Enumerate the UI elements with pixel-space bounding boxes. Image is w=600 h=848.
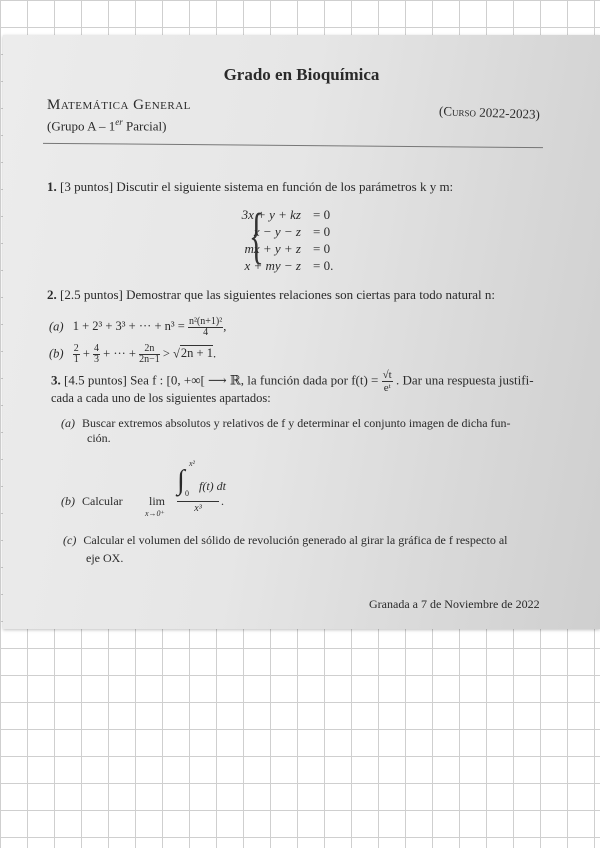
fraction-numerator: 2 [73,343,79,354]
q2-text: [2.5 puntos] Demostrar que las siguientes relaciones son ciertas para todo natural n: [60,287,496,302]
integrand: f(t) dt [199,479,226,493]
exam-title: Grado en Bioquímica [223,65,380,84]
q2-number: 2. [47,287,57,302]
equation-lhs: 3x + y + kz [241,207,301,222]
q3-a-text1: Buscar extremos absolutos y relativos de f y determinar el conjunto imagen de dicha fun- [82,416,511,430]
q3-b-text: Calcular [82,494,123,508]
q3-c-text1: Calcular el volumen del sólido de revolución generado al girar la gráfica de f respecto al [83,533,508,547]
q3-b-label: (b) [61,494,75,508]
group-post: Parcial) [122,118,167,134]
equation-rhs: = 0 [313,241,331,256]
q3-text-a: [4.5 puntos] Sea f : [0, +∞[ ⟶ ℝ, la función dada por f(t) = [64,372,379,388]
q3-ft-fraction [382,369,393,394]
q3-a-text2: ción. [87,431,111,445]
equation-rhs: = 0 [313,207,331,222]
fraction-numerator: √t [382,369,392,381]
q2-b-mid: + ··· + [103,346,136,361]
q3-part-a [61,416,511,431]
equation-lhs: x + my − z [244,258,301,273]
fraction-numerator: 4 [94,343,100,354]
place-date: Granada a 7 de Noviembre de 2022 [369,597,540,611]
q2-part-a [49,317,226,338]
q3-c-label: (c) [63,533,77,547]
q2-b-end: . [212,346,217,361]
q2-a-fraction [188,317,223,338]
exam-sheet [3,35,600,629]
equation-rhs: = 0 [313,224,331,239]
q2-b-plus: + [82,346,90,361]
group-sup: er [115,117,123,127]
course-name: Matemática General [47,97,191,113]
fraction-denominator: 3 [94,354,100,365]
system-brace: { [249,202,264,270]
q2-b-fraction-1 [73,344,80,365]
q3-text-b: . Dar una respuesta justifi- [395,372,534,388]
academic-year: (Curso 2022-2023) [438,103,541,122]
fraction-denominator: eᵗ [383,382,391,394]
equation-lhs: mx + y + z [244,241,301,256]
integral-sign: ∫ [177,465,185,496]
q2-a-label: (a) [49,319,64,334]
q1-text: [3 puntos] Discutir el siguiente sistema en función de los parámetros k y m: [60,179,454,194]
q3-c-text2: eje OX. [86,551,124,565]
equation-rhs: = 0. [313,258,334,273]
q2-statement [47,287,495,303]
q3-b-lim-sub: x→0⁺ [145,509,165,518]
q3-b-numerator [177,459,226,502]
q2-a-expr: 1 + 2³ + 3³ + ··· + n³ = [72,319,185,334]
q1-statement [47,179,453,195]
q3-number: 3. [51,372,61,388]
q3-b-denominator: x³ [194,503,202,514]
q3-part-c [63,533,507,548]
q1-number: 1. [47,179,57,194]
group-pre: (Grupo A – 1 [47,118,116,134]
q3-a-label: (a) [61,416,75,430]
equation-lhs: x − y − z [253,224,301,239]
group-info [47,117,166,134]
q2-b-gt-sqrt: > √ [162,346,180,361]
fraction-denominator: 1 [73,354,79,365]
q3-b-lim: lim [149,494,166,508]
integral-upper-limit: x² [189,459,195,468]
fraction-denominator: 4 [203,327,209,338]
q2-part-b [49,344,216,365]
fraction-numerator: 2n [139,344,160,355]
fraction-numerator: n²(n+1)² [188,316,223,327]
fraction-denominator: 2n−1 [139,354,160,365]
integral-lower-limit: 0 [185,489,189,498]
q2-b-label: (b) [49,346,64,361]
q2-b-fraction-3 [139,344,160,365]
header-divider [43,143,543,148]
q3-text-c: cada a cada uno de los siguientes apartados: [51,391,271,405]
q2-b-radicand: 2n + 1 [180,346,213,361]
q2-b-fraction-2 [93,344,100,365]
q2-a-end: , [223,319,227,334]
q3-b-end: . [221,494,224,508]
